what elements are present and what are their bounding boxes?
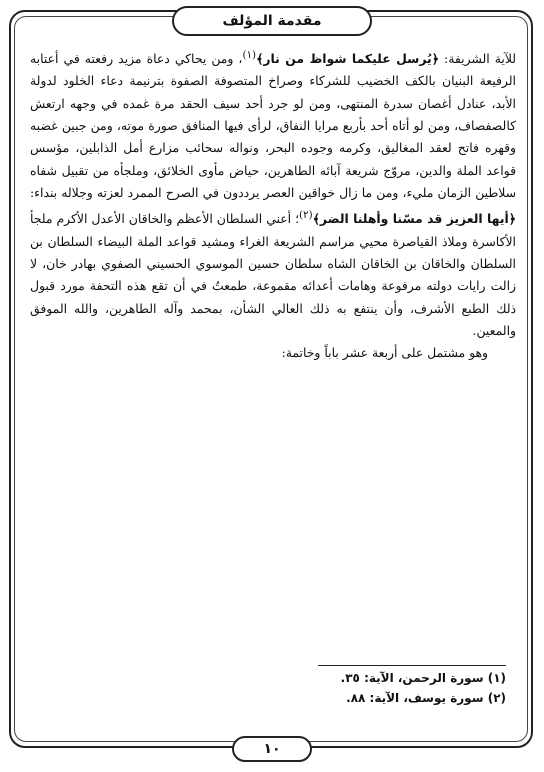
footnotes bbox=[260, 668, 506, 708]
footnote-ref[interactable]: (١) bbox=[242, 49, 257, 61]
main-text bbox=[30, 44, 516, 364]
header-cartouche bbox=[172, 6, 372, 36]
quran-quote: ﴿أيها العزيز قد مسّنا وأهلنا الضر﴾ bbox=[312, 211, 516, 227]
page-number: ١٠ bbox=[263, 741, 281, 757]
footnote-number: (٢) bbox=[487, 691, 506, 705]
page-number-cartouche bbox=[232, 736, 312, 762]
paragraph bbox=[30, 44, 516, 342]
footnote-text: سورة يوسف، الآية: ٨٨. bbox=[346, 691, 484, 705]
text-run: ؛ أعني السلطان الأعظم والخاقان الأعدل الأكرم ملجأ الأكاسرة وملاذ القياصرة محيي مراسم الشريعة الغراء ومشيد قواعد الملة البيضاء السلطان بن السلطان والخاقان بن الخاقان الشاه سلطان حسين الموسوي الحسيني الصفوي بهادر خان، لا زالت رايات دولته مرفوعة وهامات أعدائه مقموعة، طمعتُ في أن تقع هذه التحفة مورد قبول ذلك الطبع الأشرف، وأن ينتفع به ذلك العالي الشأن، بمحمد وآله الطاهرين، والله الموفق والمعين. bbox=[30, 211, 516, 338]
page-title: مقدمة المؤلف bbox=[222, 13, 322, 29]
text-run: للآية الشريفة: bbox=[438, 51, 516, 67]
text-run: ، ومن يحاكي دعاة مزيد رفعته في أعتابه الرفيعة البنيان بالكف الخضيب للشركاء وصراخ المتصوفة الصفوة بترنيمة دعاء الخلود لدولة الأبد، عنادل أغصان سدرة المنتهى، ومن لو جرد أحد سيف الحقد مرة غمده في وجهه ارتعش كالصفصاف، ومن لو أتاه أحد بأربع مرايا النفاق، لرأى فيها المنافق صورة موته، ومن جبين غضبه وقهره فاتح لعقد المغاليق، وكرمه وجوده البحر، ونواله سحائب مزارع أمل الذابلين، مؤسس قواعد الملة والدين، مروّج شريعة آبائه الطاهرين، حياض مأوى الخلائق، وملجأه من تقبيل شفاه سلاطين الزمان مليء، ومن ما زال خواقين العصر يرددون في الصرح الممرد لعزته وجلاله بنداء: bbox=[30, 51, 516, 200]
footnote-item bbox=[260, 688, 506, 708]
footnote-number: (١) bbox=[487, 671, 506, 685]
footnote-ref[interactable]: (٢) bbox=[299, 209, 313, 222]
closing-line: وهو مشتمل على أربعة عشر باباً وخاتمة: bbox=[281, 345, 488, 361]
footnote-separator bbox=[318, 665, 506, 666]
quran-quote: ﴿يُرسل عليكما شواظ من نار﴾ bbox=[256, 51, 439, 67]
footnote-item bbox=[260, 668, 506, 688]
footnote-text: سورة الرحمن، الآية: ٣٥. bbox=[340, 671, 484, 685]
